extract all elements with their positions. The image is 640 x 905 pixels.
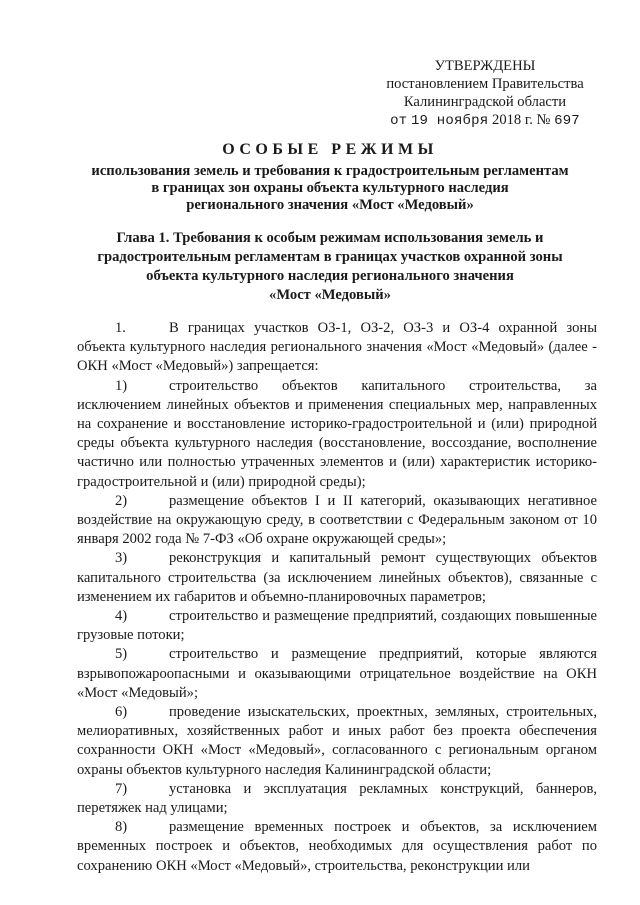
chapter-line: градостроительным регламентам в границах участков охранной зоны	[97, 249, 563, 265]
chapter-line: «Мост «Медовый»	[269, 287, 391, 303]
item-text: установка и эксплуатация рекламных конструкций, баннеров, перетяжек над улицами;	[77, 780, 597, 817]
item-text: строительство объектов капитального строительства, за исключением линейных объектов и применения специальных мер, направленных на сохранение и восстановление историко-градостроительной и (или) природной среды объекта культурного наследия (восстановление, воссоздание, восполнение частично или полностью утраченных элементов и (или) характеристик историко-градостроительной и (или) природной среды);	[77, 377, 597, 490]
subtitle-line: регионального значения «Мост «Медовый»	[186, 197, 474, 213]
document-subtitle	[60, 163, 600, 214]
item-number: 7)	[115, 780, 128, 797]
item-number: 2)	[115, 492, 128, 509]
chapter-heading	[60, 229, 600, 305]
approved-region: Калининградской области	[403, 94, 567, 110]
list-item	[77, 607, 597, 645]
document-body	[77, 319, 597, 876]
date-year: 2018 г.	[492, 112, 533, 128]
chapter-line: объекта культурного наследия регионального значения	[146, 268, 514, 284]
item-text: строительство и размещение предприятий, которые являются взрывопожароопасными и оказывающими отрицательное воздействие на ОКН «Мост «Медовый»;	[77, 646, 597, 701]
paragraph-number: 1.	[115, 320, 126, 336]
item-text: размещение объектов I и II категорий, оказывающих негативное воздействие на окружающую среду, в соответствии с Федеральным законом от 10 января 2002 года № 7-ФЗ «Об охране окружающей среды»;	[77, 492, 597, 548]
list-item	[77, 492, 597, 550]
item-number: 6)	[115, 704, 128, 721]
list-item	[77, 818, 597, 876]
item-text: проведение изыскательских, проектных, земляных, строительных, мелиоративных, хозяйственных работ и иных работ без проекта обеспечения сохранности ОКН «Мост «Медовый», согласованного с региональным органом охраны объектов культурного наследия Калининградской области;	[77, 704, 597, 778]
approved-date-line	[370, 111, 600, 130]
chapter-line: Глава 1. Требования к особым режимам использования земель и	[116, 230, 544, 246]
list-item	[77, 549, 597, 607]
paragraph-text: В границах участков ОЗ-1, ОЗ-2, ОЗ-3 и ОЗ-4 охранной зоны объекта культурного наследия регионального значения «Мост «Медовый» (далее - ОКН «Мост «Медовый») запрещается:	[77, 320, 597, 375]
list-item	[77, 703, 597, 780]
list-item	[77, 645, 597, 703]
list-item	[77, 780, 597, 818]
date-prefix: от	[390, 113, 408, 129]
document-title: ОСОБЫЕ РЕЖИМЫ	[222, 141, 438, 158]
number-value: 697	[554, 113, 580, 129]
item-text: реконструкция и капитальный ремонт существующих объектов капитального строительства (за исключением линейных объектов), связанные с изменением их габаритов и объемно-планировочных параметров;	[77, 550, 597, 605]
item-number: 4)	[115, 608, 128, 625]
subtitle-line: использования земель и требования к градостроительным регламентам	[91, 163, 569, 179]
subtitle-line: в границах зон охраны объекта культурного наследия	[151, 180, 509, 196]
paragraph-1	[77, 319, 597, 377]
item-text: размещение временных построек и объектов, за исключением временных построек и объектов, необходимых для осуществления работ по сохранению ОКН «Мост «Медовый», строительства, реконструкции или	[77, 819, 597, 874]
list-item	[77, 377, 597, 492]
item-number: 5)	[115, 646, 128, 663]
date-value: 19 ноября	[410, 113, 489, 129]
number-sign: №	[536, 112, 551, 128]
item-number: 3)	[115, 550, 128, 567]
item-number: 8)	[115, 819, 128, 836]
approval-stamp	[370, 57, 600, 130]
approved-heading: УТВЕРЖДЕНЫ	[434, 58, 536, 74]
approved-by: постановлением Правительства	[386, 76, 584, 92]
item-number: 1)	[115, 377, 128, 394]
item-text: строительство и размещение предприятий, создающих повышенные грузовые потоки;	[77, 608, 597, 644]
